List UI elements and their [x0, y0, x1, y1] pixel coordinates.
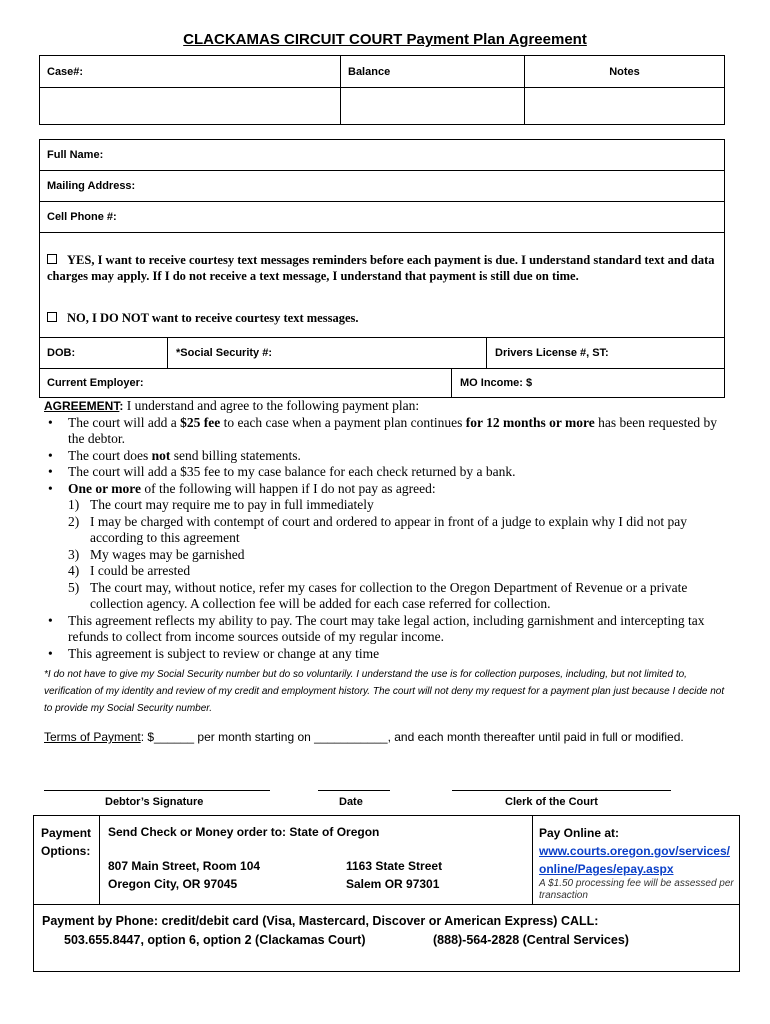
- balance-field[interactable]: [341, 88, 525, 125]
- agreement-bullet: • One or more of the following will happen if I do not pay as agreed:: [44, 481, 734, 498]
- oregon-city-address: 807 Main Street, Room 104 Oregon City, OR 97045: [108, 859, 261, 891]
- consequence-item: 1) The court may require me to pay in full immediately: [68, 497, 374, 512]
- consequences-list: [68, 497, 734, 613]
- phone-payment-box: [33, 905, 740, 972]
- mailing-address-field[interactable]: Mailing Address:: [40, 171, 724, 202]
- clerk-signature-line[interactable]: [452, 790, 671, 791]
- terms-of-payment: [44, 729, 734, 746]
- yes-text-label: YES, I want to receive courtesy text messages reminders before each payment is due. I understand standard text and data charges may apply. If I do not receive a text message, I understand that payment is still due on time.: [47, 253, 715, 283]
- clerk-signature-label: Clerk of the Court: [505, 796, 598, 808]
- central-services-phone[interactable]: (888)-564-2828 (Central Services): [433, 933, 629, 947]
- online-payment-cell: [533, 816, 739, 904]
- agreement-bullet: • The court does not send billing statements.: [44, 448, 734, 465]
- processing-fee-note: A $1.50 processing fee will be assessed per transaction: [539, 878, 734, 901]
- agreement-section: [44, 398, 734, 662]
- agreement-bullet: • This agreement reflects my ability to pay. The court may take legal action, including garnishment and intercepting tax refunds to collect from income sources outside of my regular income.: [44, 613, 734, 646]
- terms-text: : $______ per month starting on ___________, and each month thereafter until paid in full or modified.: [140, 730, 684, 744]
- employment-row: [40, 369, 724, 398]
- case-number-label: Case#:: [40, 56, 341, 88]
- case-number-field[interactable]: [40, 88, 341, 125]
- monthly-income-field[interactable]: MO Income: $: [460, 377, 533, 389]
- form-title: CLACKAMAS CIRCUIT COURT Payment Plan Agreement: [183, 31, 587, 48]
- consequence-item: 3) My wages may be garnished: [68, 546, 245, 562]
- consequence-item: 2) I may be charged with contempt of court and ordered to appear in front of a judge to explain why I did not pay according to this agreement: [68, 513, 687, 545]
- balance-label: Balance: [341, 56, 525, 88]
- agreement-bullet: • The court will add a $35 fee to my case balance for each check returned by a bank.: [44, 464, 734, 481]
- no-text-label: NO, I DO NOT want to receive courtesy text messages.: [67, 311, 359, 325]
- consequence-item: 5) The court may, without notice, refer my cases for collection to the Oregon Department of Revenue or a private collection agency. A collection fee will be added for each case referred for collection.: [68, 579, 688, 611]
- payment-options-label: Payment Options:: [34, 816, 100, 904]
- mail-payment-label: Send Check or Money order to: State of Oregon: [108, 825, 380, 839]
- notes-field[interactable]: [525, 88, 725, 125]
- no-checkbox[interactable]: [47, 312, 57, 322]
- id-row: [40, 338, 724, 369]
- notes-label: Notes: [525, 56, 725, 88]
- date-label: Date: [339, 796, 363, 808]
- agreement-heading: AGREEMENT: [44, 399, 120, 413]
- debtor-signature-label: Debtor’s Signature: [105, 796, 204, 808]
- no-text-option: [47, 310, 722, 326]
- agreement-bullet: • This agreement is subject to review or change at any time: [44, 646, 734, 663]
- terms-label: Terms of Payment: [44, 730, 141, 744]
- yes-text-option: [47, 252, 722, 284]
- debtor-signature-line[interactable]: [44, 790, 270, 791]
- phone-payment-label: Payment by Phone: credit/debit card (Visa, Mastercard, Discover or American Express) CALL:: [42, 914, 599, 928]
- online-payment-label: Pay Online at:: [539, 826, 620, 840]
- mail-payment-cell: [100, 816, 533, 904]
- epay-link[interactable]: www.courts.oregon.gov/services/online/Pages/epay.aspx: [539, 844, 730, 876]
- employer-field[interactable]: Current Employer:: [47, 377, 144, 389]
- drivers-license-field[interactable]: Drivers License #, ST:: [495, 347, 609, 359]
- full-name-field[interactable]: Full Name:: [40, 140, 724, 171]
- ssn-field[interactable]: *Social Security #:: [176, 347, 272, 359]
- date-line[interactable]: [318, 790, 390, 791]
- agreement-bullet: • The court will add a $25 fee to each case when a payment plan continues for 12 months or more has been requested by the debtor.: [44, 415, 734, 448]
- salem-address: 1163 State Street Salem OR 97301: [346, 859, 443, 891]
- cell-phone-field[interactable]: Cell Phone #:: [40, 202, 724, 233]
- consequence-item: 4) I could be arrested: [68, 563, 191, 578]
- yes-checkbox[interactable]: [47, 254, 57, 264]
- clackamas-phone[interactable]: 503.655.8447, option 6, option 2 (Clackamas Court): [64, 933, 366, 947]
- payment-options-box: [33, 815, 740, 905]
- dob-field[interactable]: DOB:: [47, 347, 76, 359]
- case-table: [39, 55, 725, 125]
- ssn-disclaimer: *I do not have to give my Social Security number but do so voluntarily. I understand the use is for collection purposes, including, but not limited to, verification of my identity and review of my credit and employment history. The court will not deny my request for a payment plan just because I decide not to provide my Social Security number.: [44, 669, 725, 714]
- agreement-intro: AGREEMENT: I understand and agree to the following payment plan:: [44, 398, 420, 413]
